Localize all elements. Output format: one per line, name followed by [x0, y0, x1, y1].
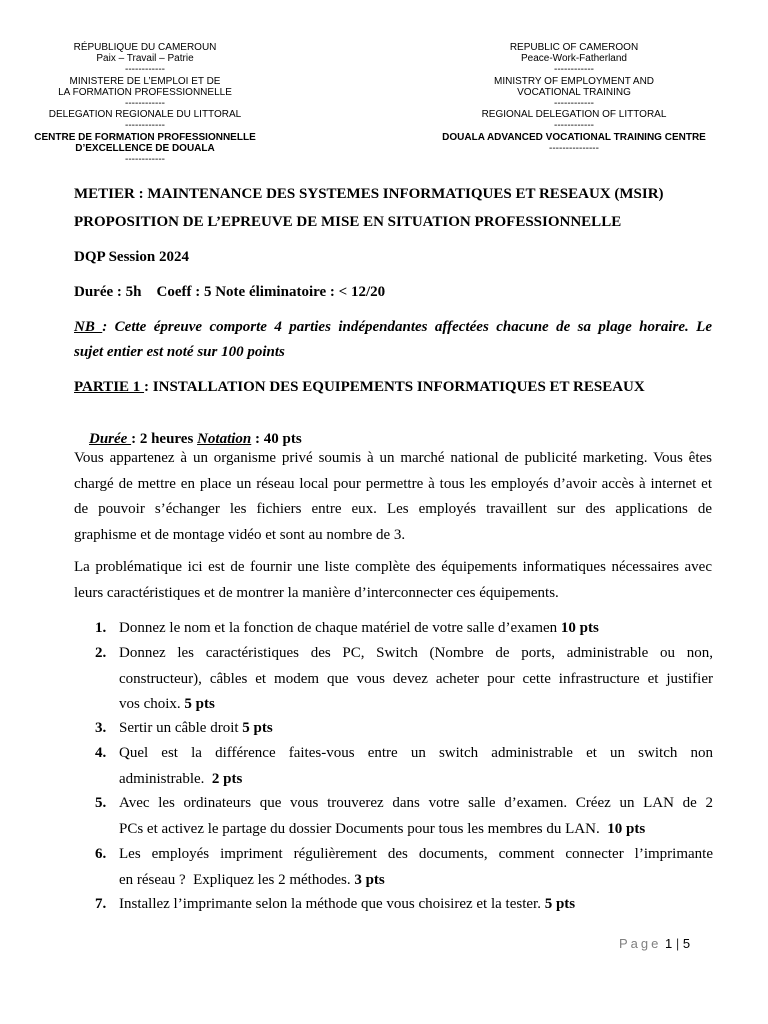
- session: DQP Session 2024: [74, 249, 190, 265]
- question-4: [95, 741, 713, 792]
- question-text: Installez l’imprimante selon la méthode que vous choisirez et la tester.: [119, 896, 545, 912]
- question-number: 2.: [95, 645, 107, 661]
- question-points: 5 pts: [544, 896, 576, 912]
- question-text: Quel est la différence faites-vous entre un switch administrable et un switch non: [119, 745, 713, 761]
- nb-label: NB: [74, 319, 103, 335]
- question-number: 3.: [95, 720, 107, 736]
- header-line: ---------------: [549, 142, 599, 154]
- question-6: [95, 842, 713, 893]
- question-7: [95, 892, 713, 918]
- duration-label: Durée: [89, 431, 132, 447]
- question-text: Les employés impriment régulièrement des documents, comment connecter l’imprimante: [119, 846, 713, 862]
- question-points: 2 pts: [211, 770, 243, 787]
- header-line: DELEGATION REGIONALE DU LITTORAL: [48, 109, 242, 121]
- header-line: DOUALA ADVANCED VOCATIONAL TRAINING CENTRE: [442, 131, 706, 143]
- duration-value: : 2 heures: [131, 431, 198, 447]
- question-text: Donnez les caractéristiques des PC, Switch (Nombre de ports, administrable ou non,: [119, 645, 713, 661]
- total-pages: 5: [682, 936, 691, 951]
- trade-title: METIER : MAINTENANCE DES SYSTEMES INFORMATIQUES ET RESEAUX (MSIR): [74, 186, 664, 202]
- paragraph-line: La problématique ici est de fournir une liste complète des équipements informatiques nécessaires avec: [74, 559, 712, 575]
- question-3: [95, 716, 713, 742]
- paragraph-line: Vous appartenez à un organisme privé soumis à un marché national de publicité marketing. Vous êtes: [74, 450, 712, 466]
- question-number: 7.: [95, 896, 107, 912]
- question-text: en réseau ? Expliquez les 2 méthodes.: [119, 871, 355, 888]
- notation-value: : 40 pts: [251, 431, 302, 447]
- header-line: CENTRE DE FORMATION PROFESSIONNELLE: [34, 131, 256, 143]
- header-line: Peace-Work-Fatherland: [521, 53, 627, 65]
- problem-paragraph: [74, 555, 712, 606]
- header-line: D’EXCELLENCE DE DOUALA: [75, 142, 215, 154]
- question-number: 1.: [95, 620, 107, 636]
- paragraph-line: de pouvoir s’échanger les fichiers entre eux. Les employés travaillent sur des applications de: [74, 501, 712, 517]
- question-text: Donnez le nom et la fonction de chaque matériel de votre salle d’examen: [119, 620, 561, 636]
- question-1: [95, 616, 713, 642]
- header-line: RÉPUBLIQUE DU CAMEROUN: [73, 42, 217, 53]
- question-text: Avec les ordinateurs que vous trouverez dans votre salle d’examen. Créez un LAN de 2: [119, 795, 713, 811]
- header-line: VOCATIONAL TRAINING: [517, 86, 631, 98]
- question-text: constructeur), câbles et modem que vous devez acheter pour cette infrastructure et justifier: [119, 670, 713, 687]
- paragraph-line: chargé de mettre en place un réseau local pour permettre à tous les employés d’avoir accès à internet et: [74, 475, 712, 492]
- header-line: ------------: [554, 98, 594, 110]
- header-line: ------------: [125, 154, 165, 166]
- part1-title: : INSTALLATION DES EQUIPEMENTS INFORMATIQUES ET RESEAUX: [144, 379, 645, 395]
- part1-heading: [74, 379, 712, 396]
- header-line: LA FORMATION PROFESSIONNELLE: [58, 86, 232, 98]
- question-2: [95, 641, 713, 718]
- question-number: 6.: [95, 846, 107, 862]
- nb-text: : Cette épreuve comporte 4 parties indépendantes affectées chacune de sa plage horaire. Le: [102, 319, 712, 335]
- letterhead-english: [434, 42, 714, 154]
- header-line: Paix – Travail – Patrie: [96, 53, 194, 65]
- question-points: 5 pts: [184, 696, 215, 712]
- nb-note-line2: sujet entier est noté sur 100 points: [74, 344, 285, 360]
- paragraph-line: graphisme et de montage vidéo et sont au nombre de 3.: [74, 526, 406, 543]
- exam-title: PROPOSITION DE L’EPREUVE DE MISE EN SITUATION PROFESSIONNELLE: [74, 214, 622, 230]
- header-line: ------------: [554, 120, 594, 132]
- header-line: REGIONAL DELEGATION OF LITTORAL: [481, 109, 667, 121]
- header-line: MINISTRY OF EMPLOYMENT AND: [493, 75, 655, 87]
- question-number: 5.: [95, 795, 107, 811]
- part1-label: PARTIE 1: [74, 379, 145, 395]
- page-separator: |: [675, 936, 680, 951]
- question-text: PCs et activez le partage du dossier Documents pour tous les membres du LAN.: [119, 820, 608, 837]
- page-number: [619, 936, 690, 951]
- header-line: ------------: [125, 98, 165, 110]
- context-paragraph: [74, 446, 712, 548]
- current-page: 1: [665, 936, 673, 951]
- question-points: 10 pts: [607, 820, 646, 837]
- question-text: vos choix.: [119, 696, 185, 712]
- duration-line: Durée : 5h Coeff : 5 Note éliminatoire : < 12/20: [74, 284, 386, 300]
- question-points: 5 pts: [242, 720, 273, 736]
- notation-label: Notation: [197, 431, 252, 447]
- header-line: ------------: [554, 64, 594, 76]
- question-points: 10 pts: [560, 620, 599, 636]
- nb-note-line1: [74, 319, 712, 336]
- letterhead-french: [24, 42, 266, 165]
- question-text: administrable.: [119, 770, 212, 787]
- question-points: 3 pts: [354, 871, 385, 888]
- page-label: Page: [619, 936, 662, 951]
- question-text: Sertir un câble droit: [119, 720, 243, 736]
- letterhead: [0, 42, 768, 170]
- header-line: ------------: [125, 120, 165, 132]
- header-line: REPUBLIC OF CAMEROON: [509, 42, 639, 53]
- paragraph-line: leurs caractéristiques et de montrer la manière d’interconnecter ces équipements.: [74, 584, 559, 601]
- header-line: ------------: [125, 64, 165, 76]
- header-line: MINISTERE DE L’EMPLOI ET DE: [69, 75, 221, 87]
- question-5: [95, 791, 713, 842]
- question-number: 4.: [95, 745, 107, 761]
